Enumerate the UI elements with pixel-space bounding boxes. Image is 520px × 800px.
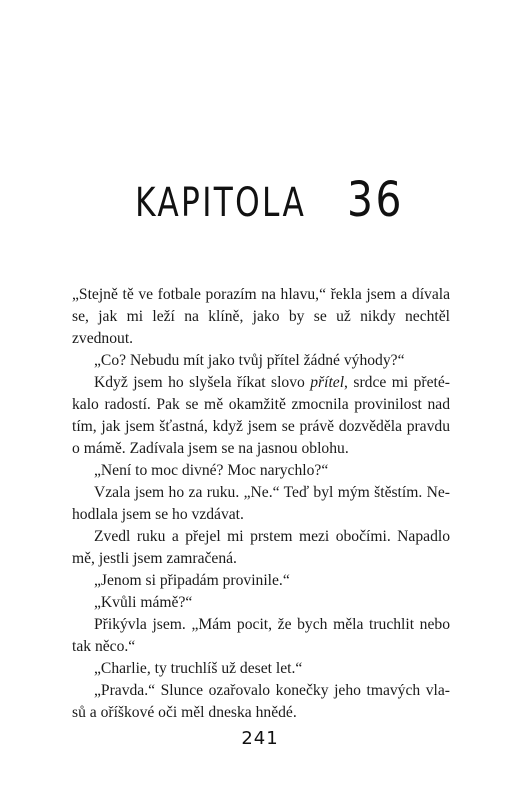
text-line: „Jenom si připadám provinile.“: [94, 572, 290, 589]
text-line: tím, jak jsem šťastná, když jsem se právě dozvěděla pravdu: [72, 418, 450, 435]
text-line: se, jak mi leží na klíně, jako by se už nikdy nechtěl zvednout.: [72, 308, 450, 347]
emphasis-word: přítel: [310, 374, 345, 391]
text-fragment: , srdce mi přeté-: [344, 374, 450, 391]
text-line: „Není to moc divné? Moc narychlo?“: [94, 462, 329, 479]
text-line: Zvedl ruku a přejel mi prstem mezi obočími. Napadlo: [94, 528, 450, 545]
text-line: „Kvůli mámě?“: [94, 594, 193, 611]
chapter-body: [72, 284, 450, 724]
chapter-number: 36: [347, 172, 405, 228]
text-line: mě, jestli jsem zamračená.: [72, 550, 237, 567]
page-number: 241: [241, 728, 279, 749]
text-line: [72, 372, 450, 394]
text-line: Vzala jsem ho za ruku. „Ne.“ Teď byl mým štěstím. Ne-: [94, 484, 450, 501]
text-line: tak něco.“: [72, 638, 136, 655]
text-line: hodlala jsem se ho vzdávat.: [72, 506, 244, 523]
text-line: o mámě. Zadívala jsem se na jasnou oblohu.: [72, 440, 349, 457]
text-line: Přikývla jsem. „Mám pocit, že bych měla truchlit nebo: [94, 616, 450, 633]
text-line: „Pravda.“ Slunce ozařovalo konečky jeho tmavých vla-: [94, 682, 450, 699]
text-line: „Charlie, ty truchlíš už deset let.“: [94, 660, 303, 677]
text-fragment: Když jsem ho slyšela říkat slovo: [94, 374, 311, 391]
text-line: „Co? Nebudu mít jako tvůj přítel žádné výhody?“: [94, 352, 405, 369]
chapter-word: KAPITOLA: [134, 180, 306, 226]
text-line: kalo radostí. Pak se mě okamžitě zmocnila provinilost nad: [72, 396, 450, 413]
text-line: sů a oříškové oči měl dneska hnědé.: [72, 704, 297, 721]
chapter-heading: [0, 172, 520, 228]
text-line: „Stejně tě ve fotbale porazím na hlavu,“ řekla jsem a dívala: [72, 286, 450, 303]
